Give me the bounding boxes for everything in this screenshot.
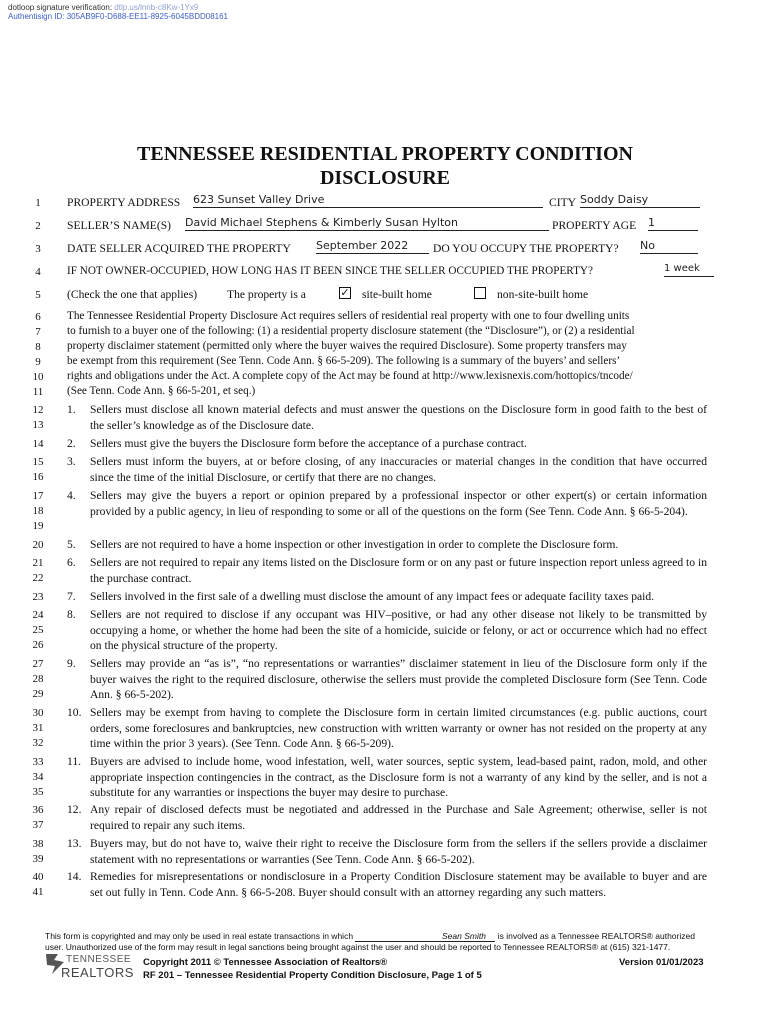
item-text: Buyers may, but do not have to, waive their right to receive the Disclosure form from the sellers if the sellers provide a disclaimer statement with no representations or warranties (See Tenn. Code Ann. § 66-5-202). — [90, 837, 707, 866]
item-text: Buyers are advised to include home, wood infestation, well, water sources, septic system, lead-based paint, radon, mold, and other appropriate inspection contingencies in the contract, as the Disclosure form is not a warranty of any kind by the seller, and is not a substitute for any warranties or inspections the buyer may desire to purchase. — [90, 755, 707, 800]
copyright-post: is involved as a Tennessee REALTORS® authorized — [497, 931, 695, 941]
summary-item — [67, 589, 707, 605]
not-occupied-label: IF NOT OWNER-OCCUPIED, HOW LONG HAS IT BEEN SINCE THE SELLER OCCUPIED THE PROPERTY? — [67, 265, 593, 277]
line-number: 12 — [32, 404, 44, 416]
item-text: Sellers must disclose all known material defects and must answer the questions on the Disclosure form in good faith to the best of the seller’s knowledge as of the Disclosure date. — [90, 403, 707, 432]
title-line-2: DISCLOSURE — [319, 167, 451, 189]
item-text: Sellers may be exempt from having to complete the Disclosure form in certain limited circumstances (e.g. public auctions, court orders, some foreclosures and bankruptcies, new construction with written warranty or owner has not resided on the property at any time within the prior 3 years). (See Tenn. Code Ann. § 66-5-209). — [90, 706, 707, 751]
line-number: 26 — [32, 639, 44, 651]
item-number: 12. — [67, 803, 82, 816]
page-title — [0, 142, 770, 190]
line-number: 22 — [32, 572, 44, 584]
sellers-name-field[interactable]: David Michael Stephens & Kimberly Susan Hylton — [185, 216, 549, 231]
item-text: Remedies for misrepresentations or nondisclosure in a Property Condition Disclosure statement may be available to buyer and are set out fully in Tenn. Code Ann. § 66-5-208. Buyer should consult with an attorney regarding any such matters. — [90, 870, 707, 899]
line-number: 6 — [35, 311, 41, 323]
non-site-built-checkbox[interactable] — [474, 287, 486, 299]
item-text: Sellers must inform the buyers, at or before closing, of any inaccuracies or material changes in the condition that have occurred since the time of the initial Disclosure, or certify that there are no changes. — [90, 455, 707, 484]
property-address-label: PROPERTY ADDRESS — [67, 196, 181, 209]
summary-item — [67, 607, 707, 654]
line-number: 2 — [35, 220, 41, 232]
form-id: RF 201 – Tennessee Residential Property Condition Disclosure, Page 1 of 5 — [143, 970, 482, 981]
property-age-label: PROPERTY AGE — [552, 219, 637, 232]
line-number: 14 — [32, 438, 44, 450]
item-text: Sellers must give the buyers the Disclosure form before the acceptance of a purchase contract. — [90, 437, 527, 450]
summary-item — [67, 754, 707, 801]
copyright-pre: This form is copyrighted and may only be used in real estate transactions in which — [45, 931, 354, 941]
summary-item — [67, 454, 707, 485]
line-number: 24 — [32, 609, 44, 621]
item-number: 5. — [67, 538, 76, 551]
title-line-1: TENNESSEE RESIDENTIAL PROPERTY CONDITION — [137, 143, 633, 165]
city-field[interactable]: Soddy Daisy — [580, 193, 700, 208]
item-number: 3. — [67, 455, 76, 468]
summary-item — [67, 537, 707, 553]
authentisign-id: Authentisign ID: 305AB9F0-D688-EE11-8925-6045BDD08161 — [8, 12, 228, 21]
line-number: 16 — [32, 471, 44, 483]
line-number: 20 — [32, 539, 44, 551]
summary-item — [67, 802, 707, 833]
property-is-label: The property is a — [227, 288, 306, 301]
item-text: Sellers may give the buyers a report or opinion prepared by a professional inspector or other expert(s) or certain information provided by a public agency, in lieu of responding to some or all of the questions on the form (See Tenn. Code Ann. § 66-5-204). — [90, 489, 707, 518]
summary-item — [67, 436, 707, 452]
item-number: 11. — [67, 755, 82, 768]
item-number: 13. — [67, 837, 82, 850]
summary-item — [67, 836, 707, 867]
line-number: 11 — [32, 386, 44, 398]
not-occupied-field[interactable]: 1 week — [664, 262, 714, 277]
line-number: 40 — [32, 871, 44, 883]
line-number: 17 — [32, 490, 44, 502]
intro-line: property disclaimer statement (permitted only where the buyer waives the required Disclosure). Some property transfers may — [67, 340, 627, 352]
occupy-field[interactable]: No — [640, 239, 698, 254]
item-text: Sellers are not required to have a home inspection or other investigation in order to complete the Disclosure form. — [90, 538, 619, 551]
logo-line-2: REALTORS — [61, 965, 134, 980]
line-number: 4 — [35, 266, 41, 278]
line-number: 5 — [35, 289, 41, 301]
item-number: 2. — [67, 437, 76, 450]
line-number: 25 — [32, 624, 44, 636]
item-text: Sellers are not required to disclose if any occupant was HIV–positive, or had any other disease not likely to be transmitted by occupying a home, or whether the home had been the site of a homicide, suicide or felony, or act or occurrence which had no effect on the physical structure of the property. — [90, 608, 707, 653]
verification-label: dotloop signature verification: — [8, 3, 113, 12]
summary-item — [67, 555, 707, 586]
verification-link[interactable]: dtlp.us/lnnb-c8Kw-1Yx9 — [114, 3, 199, 12]
copyright-notice-line-1 — [45, 931, 735, 942]
line-number: 21 — [32, 557, 44, 569]
line-number: 7 — [35, 326, 41, 338]
line-number: 34 — [32, 771, 44, 783]
form-version: Version 01/01/2023 — [619, 957, 704, 968]
logo-line-1: TENNESSEE — [66, 954, 132, 965]
intro-line: to furnish to a buyer one of the following: (1) a residential property disclosure statement (the “Disclosure”), or (2) a residential — [67, 325, 635, 337]
item-number: 1. — [67, 403, 76, 416]
line-number: 27 — [32, 658, 44, 670]
line-number: 30 — [32, 707, 44, 719]
line-number: 8 — [35, 341, 41, 353]
line-number: 41 — [32, 886, 44, 898]
line-number: 31 — [32, 722, 44, 734]
non-site-built-label: non-site-built home — [497, 288, 589, 301]
property-address-field[interactable]: 623 Sunset Valley Drive — [193, 193, 543, 208]
copyright-notice-line-2: user. Unauthorized use of the form may result in legal sanctions being brought against the user and should be reported to Tennessee REALTORS® at (615) 321-1477. — [45, 942, 671, 952]
city-label: CITY — [549, 196, 577, 209]
summary-item — [67, 488, 707, 519]
site-built-checkbox[interactable]: ✓ — [340, 287, 350, 299]
line-number: 9 — [35, 356, 41, 368]
line-number: 15 — [32, 456, 44, 468]
sellers-name-label: SELLER’S NAME(S) — [67, 219, 172, 232]
line-number: 28 — [32, 673, 44, 685]
item-text: Sellers may provide an “as is”, “no representations or warranties” disclaimer statement in lieu of the Disclosure form only if the buyer waives the right to the required disclosure, otherwise the sellers must provide the completed Disclosure form (See Tenn. Code Ann. § 66-5-202). — [90, 657, 707, 702]
tennessee-realtors-logo — [44, 952, 134, 982]
item-number: 7. — [67, 590, 76, 603]
line-number: 13 — [32, 419, 44, 431]
line-number: 37 — [32, 819, 44, 831]
item-text: Sellers are not required to repair any items listed on the Disclosure form or on any past or future inspection report unless agreed to in the purchase contract. — [90, 556, 707, 585]
item-text: Any repair of disclosed defects must be negotiated and addressed in the Purchase and Sale Agreement; otherwise, seller is not required to repair any such items. — [90, 803, 707, 832]
summary-item — [67, 705, 707, 752]
line-number: 10 — [32, 371, 44, 383]
site-built-label: site-built home — [362, 288, 432, 301]
intro-line: The Tennessee Residential Property Disclosure Act requires sellers of residential real property with one to four dwelling units — [67, 310, 630, 322]
licensee-name — [355, 931, 495, 942]
line-number: 38 — [32, 838, 44, 850]
item-number: 14. — [67, 870, 82, 883]
intro-line: rights and obligations under the Act. A complete copy of the Act may be found at http://www.lexisnexis.com/hottopics/tncode/ — [67, 370, 633, 382]
line-number: 3 — [35, 243, 41, 255]
line-number: 36 — [32, 804, 44, 816]
line-number: 1 — [35, 197, 41, 209]
summary-item — [67, 656, 707, 703]
intro-line: (See Tenn. Code Ann. § 66-5-201, et seq.) — [67, 385, 256, 397]
check-label: (Check the one that applies) — [67, 288, 198, 301]
line-number: 35 — [32, 786, 44, 798]
date-acquired-label: DATE SELLER ACQUIRED THE PROPERTY — [67, 242, 291, 255]
item-number: 4. — [67, 489, 76, 502]
line-number: 33 — [32, 756, 44, 768]
property-age-field[interactable]: 1 — [648, 216, 698, 231]
line-number: 39 — [32, 853, 44, 865]
date-acquired-field[interactable]: September 2022 — [316, 239, 429, 254]
summary-item — [67, 402, 707, 433]
item-number: 9. — [67, 657, 76, 670]
item-text: Sellers involved in the first sale of a dwelling must disclose the amount of any impact fees or adequate facility taxes paid. — [90, 590, 655, 603]
line-number: 18 — [32, 505, 44, 517]
licensee-name-text: Sean Smith — [442, 931, 486, 941]
item-number: 10. — [67, 706, 82, 719]
line-number: 23 — [32, 591, 44, 603]
item-number: 8. — [67, 608, 76, 621]
item-number: 6. — [67, 556, 76, 569]
line-number: 29 — [32, 688, 44, 700]
occupy-label: DO YOU OCCUPY THE PROPERTY? — [433, 242, 619, 255]
line-number: 32 — [32, 737, 44, 749]
intro-line: be exempt from this requirement (See Tenn. Code Ann. § 66-5-209). The following is a summary of the buyers’ and sellers’ — [67, 355, 621, 367]
dotloop-verification — [8, 3, 228, 21]
copyright-bold: Copyright 2011 © Tennessee Association of Realtors® — [143, 957, 388, 968]
summary-item — [67, 869, 707, 900]
line-number: 19 — [32, 520, 44, 532]
